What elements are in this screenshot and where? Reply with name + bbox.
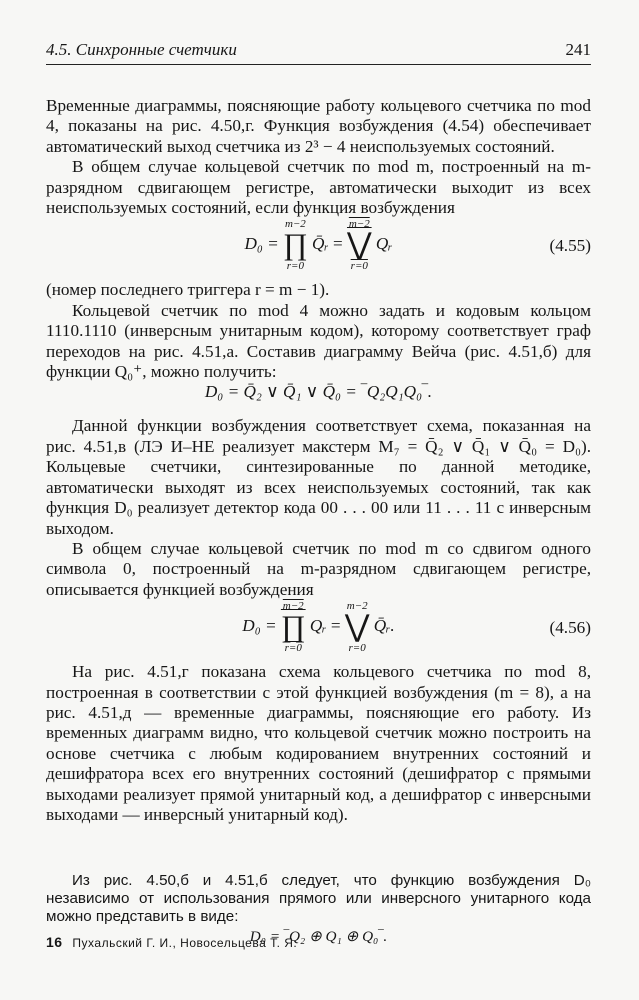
disjunction-argument: Qᵣ: [375, 234, 393, 254]
upper-limit: m−2: [282, 600, 304, 613]
product-sign: ∏: [280, 610, 306, 644]
paragraph-7: На рис. 4.51,г показана схема кольцевого счетчика по mod 8, построенная в соответствии с этой функцией возбуждения (m = 8), а на рис. 4.51,д — временные диаграммы, поясняющие его работу. Из временных диаграмм видно, что кольцевой счетчик можно построить на основе счетчика с любым кодированием внутренних состояний и дешифратора всех его внутренних состояний (дешифратор с прямыми выходами реализует прямой унитарный код, а дешифратор с инверсными выходами — инверсный унитарный код).: [46, 662, 591, 824]
lower-limit: r=0: [350, 260, 368, 273]
equation-number: (4.55): [549, 236, 591, 256]
paragraph-6: В общем случае кольцевой счетчик по mod m со сдвигом одного символа 0, построенный на m-разрядном сдвигающем регистре, описывается функцией возбуждения: [46, 538, 591, 599]
formula-d0: [46, 382, 591, 416]
section-title: 4.5. Синхронные счетчики: [46, 40, 237, 59]
equals-sign: =: [330, 616, 341, 636]
product-sign: ∏: [283, 228, 308, 262]
formula-4-55-lhs: D₀ =: [244, 234, 279, 254]
paragraph-4: Кольцевой счетчик по mod 4 можно задать и кодовым кольцом 1110.1110 (инверсным унитарным кодом), которому соответствует граф переходов на рис. 4.51,а. Составив диаграмму Вейча (рис. 4.51,б) для функции Q₀⁺, можно получить:: [46, 300, 591, 382]
upper-limit: m−2: [348, 218, 370, 231]
lower-limit: r=0: [284, 642, 302, 655]
signature-number: 16: [46, 934, 63, 950]
product-operator: [281, 600, 306, 654]
disjunction-operator: [345, 600, 370, 654]
equation-number: (4.56): [549, 618, 591, 638]
disjunction-argument: Q̄ᵣ.: [373, 616, 395, 636]
upper-limit: m−2: [346, 600, 368, 613]
paragraph-2: В общем случае кольцевой счетчик по mod m, построенный на m-разрядном сдвигающем регистре, автоматически выходит из всех неиспользуемых состояний, если функция возбуждения: [46, 157, 591, 218]
disjunction-operator: [347, 218, 372, 272]
running-header: [46, 40, 591, 65]
formula-d0-text: D₀ = Q̄₂ ∨ Q̄₁ ∨ Q̄₀ = ‾Q₂Q₁Q₀‾.: [204, 382, 433, 402]
lower-limit: r=0: [348, 642, 366, 655]
lower-limit: r=0: [286, 260, 304, 273]
paragraph-5: Данной функции возбуждения соответствует схема, показанная на рис. 4.51,в (ЛЭ И–НЕ реализует макстерм M₇ = Q̄₂ ∨ Q̄₁ ∨ Q̄₀ = D₀). Кольцевые счетчики, синтезированные по данной методике, автоматически выходят из всех неиспользуемых состояний, так как функция D₀ реализует детектор кода 00 . . . 00 или 11 . . . 11 с инверсным выходом.: [46, 416, 591, 538]
equals-sign: =: [332, 234, 343, 254]
disjunction-sign: ⋁: [344, 610, 370, 644]
paragraph-1: Временные диаграммы, поясняющие работу кольцевого счетчика по mod 4, показаны на рис. 4.50,г. Функция возбуждения (4.54) обеспечивает автоматический выход счетчика из 2³ − 4 неиспользуемых состояний.: [46, 96, 591, 156]
paragraph-3: (номер последнего триггера r = m − 1).: [46, 280, 330, 300]
disjunction-sign: ⋁: [346, 228, 372, 262]
product-argument: Qᵣ: [309, 616, 327, 636]
upper-limit: m−2: [284, 218, 306, 231]
page-number: 241: [565, 40, 591, 59]
paragraph-8: Из рис. 4.50,б и 4.51,б следует, что функцию возбуждения D₀ независимо от использования прямого или инверсного унитарного кода можно представить в виде:: [46, 872, 591, 925]
formula-xor: D₀ = ‾Q₂ ⊕ Q₁ ⊕ Q₀‾.: [249, 928, 388, 945]
main-text: [46, 96, 591, 825]
formula-4-56-lhs: D₀ =: [242, 616, 277, 636]
printer-signature: [46, 934, 297, 950]
product-argument: Q̄ᵣ: [312, 234, 329, 254]
signature-authors: Пухальский Г. И., Новосельцева Т. Я.: [72, 936, 298, 950]
product-operator: [283, 218, 308, 272]
formula-4-56: [46, 600, 591, 662]
formula-4-55: [46, 218, 591, 280]
